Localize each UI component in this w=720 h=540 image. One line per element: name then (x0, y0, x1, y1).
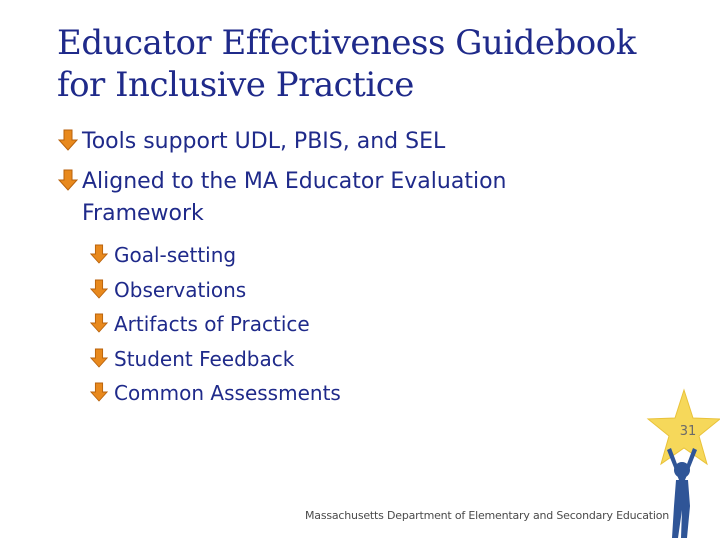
sub-bullet-text: Observations (114, 277, 247, 302)
sub-bullet-text: Student Feedback (114, 346, 295, 371)
page-number: 31 (679, 424, 697, 439)
sub-bullet-list (58, 238, 618, 411)
arrow-down-icon (58, 169, 78, 191)
bullet-item (58, 166, 618, 230)
arrow-down-icon (58, 129, 78, 151)
sub-bullet-item (90, 238, 618, 273)
arrow-down-icon (90, 382, 108, 402)
sub-bullet-item (90, 307, 618, 342)
sub-bullet-item (90, 376, 618, 411)
arrow-down-icon (90, 279, 108, 299)
sub-bullet-item (90, 273, 618, 308)
title-line-1: Educator Effectiveness Guidebook (57, 23, 636, 63)
footer-text: Massachusetts Department of Elementary and Secondary Education (305, 509, 670, 522)
slide-title (57, 22, 697, 106)
sub-bullet-item (90, 342, 618, 377)
arrow-down-icon (90, 313, 108, 333)
bullet-text-continued: Framework (82, 201, 204, 226)
title-line-2: for Inclusive Practice (57, 65, 414, 105)
sub-bullet-text: Artifacts of Practice (114, 312, 310, 336)
bullet-text: Tools support UDL, PBIS, and SEL (82, 129, 446, 154)
arrow-down-icon (90, 348, 108, 368)
arrow-down-icon (90, 244, 108, 264)
bullet-text: Aligned to the MA Educator Evaluation (82, 169, 507, 194)
bullet-item (58, 126, 618, 158)
sub-bullet-text: Goal-setting (114, 243, 237, 267)
bullet-list (58, 126, 618, 411)
sub-bullet-text: Common Assessments (114, 381, 341, 405)
